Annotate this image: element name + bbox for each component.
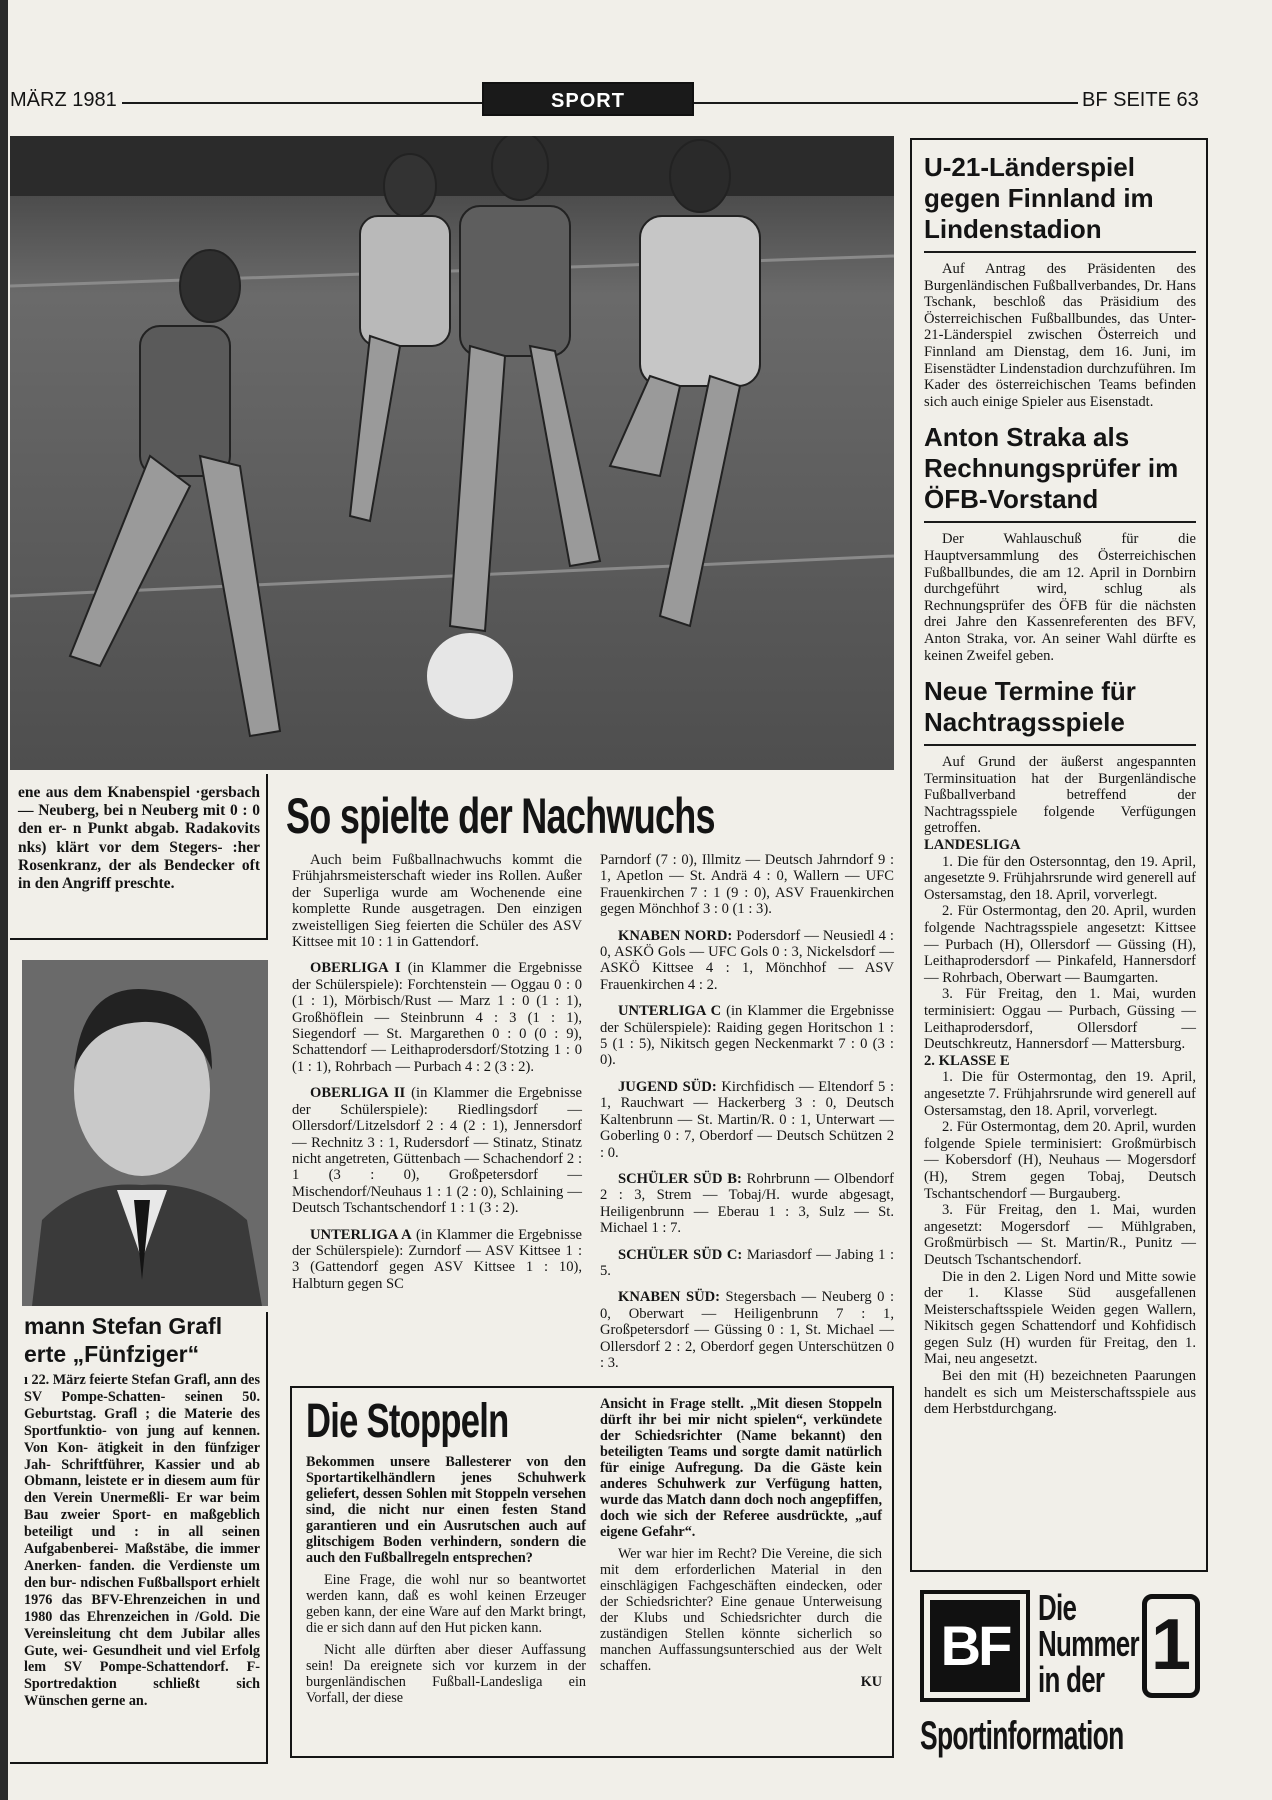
photo-caption-box — [10, 774, 268, 940]
stoppeln-p3: Nicht alle dürften aber dieser Auffassung sein! Da ereignete sich vor kurzem in der burgenländischen Fußball-Landesliga ein Vorfall, der diese — [306, 1642, 586, 1706]
col2-continued: Parndorf (7 : 0), Illmitz — Deutsch Jahrndorf 9 : 1, Apetlon — St. Andrä 4 : 0, Wallern — UFC Frauenkirchen 7 : 1 (9 : 0), ASV Frauenkirchen gegen Mönchhof 3 : 0 (1 : 3). — [600, 852, 894, 918]
unterligaC-lead: UNTERLIGA C — [618, 1003, 722, 1020]
grafl-text: ı 22. März feierte Stefan Grafl, ann des SV Pompe-Schatten- seinen 50. Geburtstag. Grafl ; die Materie des Sportfunktio- von jung auf kennen. Von Kon- ätigkeit in den fünfziger Jah- Schriftführer, Kassier und ab Obmann, leistete er in diesem aum für den Verein Unermeßli- Er war beim Bau zweier Sport- en maßgeblich beteiligt und : in all seinen Aufgabenberei- Maßstäbe, die immer Anerken- fanden. die Verdienste um den bur- ndischen Fußballsport erhielt 1976 das BFV-Ehrenzeichen in und 1980 das Ehrenzeichen in /Gold. Die Vereinsleitung cht dem Jubilar alles Gute, wei- Gesundheit und viel Erfolg lem SV Pompe-Schattendorf. F-Sportredaktion schließt sich Wünschen gerne an. — [24, 1372, 261, 1710]
stoppeln-col1 — [306, 1454, 586, 1712]
klasse-5: Bei den mit (H) bezeichneten Paarungen handelt es sich um Meisterschaftsspiele aus dem Herbstdurchgang. — [924, 1368, 1196, 1418]
unterligaA-lead: UNTERLIGA A — [310, 1226, 412, 1243]
sidebar-box — [910, 138, 1208, 1572]
termine-rule — [924, 744, 1196, 746]
football-photo-illustration — [10, 136, 894, 770]
oberliga2-text: (in Klammer die Ergebnisse der Schülerspiele): Riedlingsdorf — Ollersdorf/Litzelsdorf 2 : 4 (2 : 1), Jennersdorf — Rechnitz 3 : 1, Rudersdorf — Stinatz, Stinatz nicht angetreten, Güttenbach — Schachendorf 2 : 1 (3 : 0), Großpetersdorf — Mischendorf/Neuhaus 1 : 1 (2 : 0), Schlaining — Deutsch Tschantschendorf 1 : 1 (3 : 2). — [292, 1085, 582, 1217]
page-number: BF SEITE 63 — [1082, 89, 1199, 111]
klasse-head: 2. KLASSE E — [924, 1052, 1010, 1069]
bf-logo: BF — [930, 1600, 1020, 1692]
klasse-3: 3. Für Freitag, den 1. Mai, wurden angesetzt: Mogersdorf — Mühlgraben, Großmürbisch — St. Martin/R., Punitz — Deutsch Tschantschendorf. — [924, 1202, 1196, 1268]
oberliga2-lead: OBERLIGA II — [310, 1085, 406, 1102]
nachwuchs-headline-wrap — [286, 788, 896, 848]
stoppeln-headline-wrap — [306, 1396, 586, 1450]
portrait-photo — [22, 960, 268, 1306]
straka-text: Der Wahlauschuß für die Hauptversammlung des Österreichischen Fußballbundes, die am 12. April in Dornbirn durchgeführt wird, schlug als Rechnungsprüfer des ÖFB für die nächsten drei Jahre den Kassenreferenten des BFV, Anton Straka, vor. An seiner Wahl dürfte es keinen Zweifel geben. — [924, 531, 1196, 664]
ad-big-number: 1 — [1142, 1594, 1200, 1698]
ad-line2: Nummer — [1038, 1623, 1139, 1664]
ad-line4-wrap — [920, 1714, 1206, 1758]
knaben-sued-text: Stegersbach — Neuberg 0 : 0, Oberwart — Heiligenbrunn 7 : 1, Großpetersdorf — Güssing 0 : 1, St. Michael — Ollersdorf 2 : 2, Oberdorf gegen Unterschützen 0 : 3. — [600, 1289, 895, 1371]
photo-caption: ene aus dem Knabenspiel ·gersbach — Neuberg, bei n Neuberg mit 0 : 0 den er- n Punkt abgab. Radakovits nks) klärt vor dem Stegers- :her Rosenkranz, der als Bendecker oft in den Angriff preschte. — [18, 784, 260, 893]
landesliga-2: 2. Für Ostermontag, den 20. April, wurden folgende Nachtragsspiele angesetzt: Kittsee — Purbach (H), Ollersdorf — Güssing (H), Leithaprodersdorf — Pinkafeld, Hannersdorf — Rohrbach, Oberwart — Baumgarten. — [924, 903, 1196, 986]
grafl-title-line1: mann Stefan Grafl — [24, 1313, 223, 1339]
landesliga-1: 1. Die für den Ostersonntag, den 19. April, angesetzte 9. Frühjahrsrunde wird generell auf Ostersamstag, den 18. April, vorverlegt. — [924, 853, 1196, 903]
unterligaC-text: (in Klammer die Ergebnisse der Schülerspiele): Raiding gegen Horitschon 1 : 5 (1 : 5), Nikitsch gegen Neckenmarkt 7 : 0 (3 : 0). — [600, 1003, 894, 1069]
knaben-nord-lead: KNABEN NORD: — [618, 927, 733, 944]
section-label: SPORT — [482, 82, 694, 116]
bf-advert — [920, 1587, 1206, 1758]
nachwuchs-col1 — [292, 852, 582, 1298]
oberliga1-text: (in Klammer die Ergebnisse der Schülerspiele): Forchtenstein — Oggau 0 : 0 (1 : 1), Mörbisch/Rust — Marz 1 : 0 (1 : 1), Großhöflein — Steinbrunn 4 : 3 (1 : 1), Siegendorf — St. Margarethen 0 : 0 (0 : 9), Schattendorf — Leithaprodersdorf/Stotzing 1 : 0 (1 : 1), Rohrbach — Purbach 4 : 2 (3 : 2). — [292, 960, 583, 1075]
termine-headline: Neue Termine für Nachtragsspiele — [924, 676, 1136, 738]
stoppeln-col2 — [600, 1396, 882, 1690]
u21-text: Auf Antrag des Präsidenten des Burgenländischen Fußballverbandes, Dr. Hans Tschank, beschloß das Präsidium des Österreichischen Fußballbundes, das Unter-21-Länderspiel zwischen Österreich und Finnland am Dienstag, dem 16. Juni, im Eisenstädter Lindenstadion durchzuführen. Im Kader des österreichischen Teams befinden sich auch einige Spieler aus Eisenstadt. — [924, 261, 1196, 410]
klasse-2: 2. Für Ostermontag, dem 20. April, wurden folgende Spiele terminisiert: Großmürbisch — Kobersdorf (H), Neuhaus — Mogersdorf (H), Strem gegen Tobaj, Deutsch Tschantschendorf — Burgauberg. — [924, 1119, 1196, 1202]
ad-line1: Die — [1038, 1587, 1077, 1628]
ball-icon — [426, 632, 514, 720]
jugend-sued-text: Kirchfidisch — Eltendorf 5 : 1, Rauchwart — Hackerberg 3 : 0, Deutsch Kaltenbrunn — St. Martin/R. 0 : 1, Unterwart — Goberling 0 : 7, Oberdorf — Deutsch Schützen 2 : 0. — [600, 1078, 894, 1161]
termine-intro: Auf Grund der äußerst angespannten Terminsituation hat der Burgenländische Fußballverband betreffend der Nachtragsspiele folgende Verfügungen getroffen. — [924, 754, 1196, 837]
stoppeln-headline: Die Stoppeln — [306, 1396, 509, 1448]
schueler-c-lead: SCHÜLER SÜD C: — [618, 1246, 743, 1263]
ad-line3: in der — [1038, 1659, 1105, 1700]
nachwuchs-intro: Auch beim Fußballnachwuchs kommt die Frühjahrsmeisterschaft wieder ins Rollen. Außer der Superliga wurde am Wochenende eine komplette Runde ausgetragen. Den einzigen zweistelligen Sieg feierten die Schüler des ASV Kittsee mit 10 : 1 in Gattendorf. — [292, 852, 582, 951]
schueler-b-text: Rohrbrunn — Olbendorf 2 : 3, Strem — Tobaj/H. wurde abgesagt, Heiligenbrunn — Eberau 1 : 3, Sulz — St. Michael 1 : 7. — [600, 1170, 895, 1237]
nachwuchs-col2 — [600, 852, 894, 1377]
knaben-nord-text: Podersdorf — Neusiedl 4 : 0, ASKÖ Gols — UFC Gols 0 : 3, Nickelsdorf — ASKÖ Kittsee 4 : 1, Mönchhof — ASV Frauenkirchen 4 : 2. — [600, 927, 894, 993]
klasse-1: 1. Die für Ostermontag, den 19. April, angesetzte 7. Frühjahrsrunde wird generell auf Ostersamstag, den 18. April, vorverlegt. — [924, 1069, 1196, 1119]
schueler-b-lead: SCHÜLER SÜD B: — [618, 1170, 742, 1187]
landesliga-3: 3. Für Freitag, den 1. Mai, wurden terminisiert: Oggau — Purbach, Güssing — Leithaprodersdorf, Ollersdorf — Deutschkreutz, Hannersdorf — Mattersburg. — [924, 986, 1196, 1053]
ad-line4: Sportinformation — [920, 1714, 1124, 1758]
bf-logo-frame — [920, 1590, 1030, 1702]
jugend-sued-lead: JUGEND SÜD: — [618, 1078, 717, 1095]
straka-headline: Anton Straka als Rechnungsprüfer im ÖFB-Vorstand — [924, 422, 1179, 515]
schueler-c-text: Mariasdorf — Jabing 1 : 5. — [600, 1246, 894, 1279]
klasse-4: Die in den 2. Ligen Nord und Mitte sowie der 1. Klasse Süd ausgefallenen Meisterschaftsspiele Weiden gegen Wallern, Nikitsch gegen Schattendorf und Kohfidisch gegen Sulz (H) wurden für Freitag, den 1. Mai, neu angesetzt. — [924, 1268, 1196, 1368]
grafl-title-line2: erte „Fünfziger“ — [24, 1341, 200, 1367]
stoppeln-box — [290, 1386, 894, 1758]
stoppeln-signature: KU — [860, 1674, 882, 1690]
unterligaA-text: (in Klammer die Ergebnisse der Schülerspiele): Zurndorf — ASV Kittsee 1 : 3 (Gattendorf gegen ASV Kittsee 1 : 10), Halbturn gegen SC — [292, 1226, 582, 1292]
oberliga1-lead: OBERLIGA I — [310, 960, 401, 977]
straka-rule — [924, 521, 1196, 523]
page-left-edge — [0, 0, 8, 1800]
grafl-article — [10, 1312, 268, 1764]
landesliga-head: LANDESLIGA — [924, 837, 1021, 854]
issue-date: MÄRZ 1981 — [10, 89, 117, 111]
stoppeln-p2: Eine Frage, die wohl nur so beantwortet werden kann, daß es wohl keinen Erzeuger geben kann, der eine Ware auf den Markt bringt, die er sich dann auf den Hut picken kann. — [306, 1572, 586, 1636]
stoppeln-lead: Bekommen unsere Ballesterer von den Sportartikelhändlern jenes Schuhwerk geliefert, dessen Sohlen mit Stoppeln versehen sind, die nicht nur einen festen Stand garantieren und ein Ausrutschen auch auf glitschigem Boden verhindern, sondern die auch den Fußballregeln entsprechen? — [306, 1454, 586, 1566]
header-rule-right — [694, 102, 1078, 104]
stoppeln-col2-p2: Wer war hier im Recht? Die Vereine, die sich mit dem erforderlichen Material in den einschlägigen Fachgeschäften eindecken, oder der Schiedsrichter? Eine genaue Unterweisung der Klubs und Schiedsrichter durch die zuständigen Stellen könnte sicherlich so manchen Auffassungsunterschied aus der Welt schaffen. — [600, 1546, 882, 1674]
portrait-illustration — [22, 960, 268, 1306]
stoppeln-col2-lead: Ansicht in Frage stellt. „Mit diesen Stoppeln dürft ihr bei mir nicht spielen“, verkündete der Schiedsrichter (Name bekannt) den beteiligten Teams und sorgte damit natürlich für einige Aufregung. Da die Gäste kein anderes Schuhwerk zur Verfügung hatten, wurde das Match dann doch noch angepfiffen, doch wie sich der Referee ausdrückte, „auf eigene Gefahr“. — [600, 1396, 882, 1540]
ad-text-lines — [1038, 1587, 1158, 1700]
u21-headline: U-21-Länderspiel gegen Finnland im Lindenstadion — [924, 152, 1154, 244]
u21-rule — [924, 251, 1196, 253]
nachwuchs-headline: So spielte der Nachwuchs — [286, 788, 715, 844]
header-rule-left — [122, 102, 482, 104]
knaben-sued-lead: KNABEN SÜD: — [618, 1289, 721, 1306]
football-photo — [10, 136, 894, 770]
